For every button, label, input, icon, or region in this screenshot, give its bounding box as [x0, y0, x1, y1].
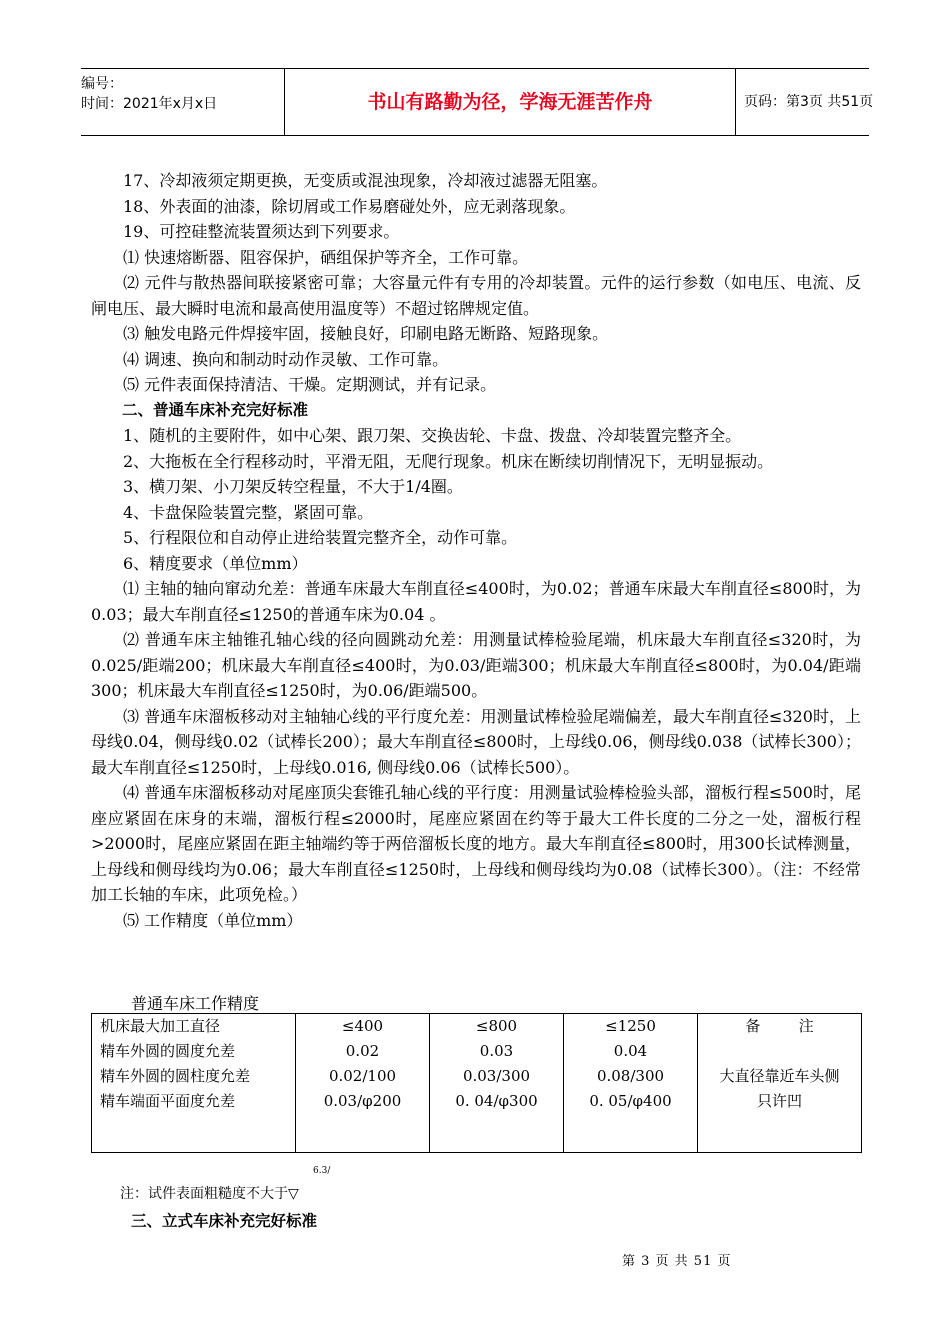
- table-cell-text: 0. 04/φ300: [455, 1092, 538, 1110]
- table-cell-text: 0.08/300: [596, 1067, 665, 1085]
- table-cell-text: 机床最大加工直径: [100, 1017, 221, 1035]
- paragraph: ⑴ 主轴的轴向窜动允差：普通车床最大车削直径≤400时，为0.02；普通车床最大车削直径≤800时，为0.03；最大车削直径≤1250的普通车床为0.04 。: [91, 579, 861, 624]
- table-cell-parameters: [92, 1014, 296, 1153]
- paragraph: ⑸ 元件表面保持清洁、干燥。定期测试，并有记录。: [123, 375, 497, 394]
- table-row: [92, 1014, 862, 1153]
- paragraph: 1、随机的主要附件，如中心架、跟刀架、交换齿轮、卡盘、拨盘、冷却装置完整齐全。: [123, 426, 742, 445]
- table-cell-400: [296, 1014, 430, 1153]
- table-cell-text: 精车端面平面度允差: [100, 1092, 236, 1110]
- precision-table: [91, 1013, 862, 1153]
- table-cell-text: ≤1250: [605, 1017, 656, 1035]
- paragraph: 19、可控硅整流装置须达到下列要求。: [123, 222, 400, 241]
- table-cell-text: ≤400: [341, 1017, 384, 1035]
- table-cell-text: 只许凹: [756, 1092, 802, 1110]
- paragraph: ⑶ 普通车床溜板移动对主轴轴心线的平行度允差：用测量试棒检验尾端偏差，最大车削直径≤320时，上母线0.04，侧母线0.02（试棒长200）；最大车削直径≤800时，上母线0.06，侧母线0.038（试棒长300）；最大车削直径≤1250时，上母线0.016, 侧母线0.06（试棒长500）。: [91, 706, 861, 777]
- header-page-info: 页码：第3页 共51页: [744, 94, 874, 110]
- table-cell-text: [698, 1039, 861, 1064]
- paragraph: 4、卡盘保险装置完整，紧固可靠。: [123, 502, 374, 522]
- paragraph: ⑴ 快速熔断器、阻容保护，硒组保护等齐全，工作可靠。: [123, 247, 529, 267]
- roughness-superscript: 6.3/: [313, 1166, 331, 1176]
- table-cell-text: 0.03/300: [462, 1067, 531, 1085]
- table-note: 注：试件表面粗糙度不大于▽: [120, 1186, 299, 1202]
- paragraph: ⑷ 调速、换向和制动时动作灵敏、工作可靠。: [123, 349, 449, 369]
- page-header: [81, 68, 874, 136]
- header-motto: 书山有路勤为径，学海无涯苦作舟: [284, 69, 736, 135]
- section-heading: 二、普通车床补充完好标准: [122, 400, 309, 419]
- paragraph: 5、行程限位和自动停止进给装置完整齐全，动作可靠。: [123, 528, 518, 547]
- table-cell-text: 精车外圆的圆度允差: [100, 1042, 236, 1060]
- table-cell-text: ≤800: [475, 1017, 518, 1035]
- paragraph: 18、外表面的油漆，除切屑或工作易磨碰处外，应无剥落现象。: [123, 196, 576, 216]
- table-cell-text: 备 注: [745, 1017, 814, 1035]
- document-number-label: 编号：: [81, 76, 123, 92]
- table-cell-800: [430, 1014, 564, 1153]
- paragraph: 2、大拖板在全行程移动时，平滑无阻，无爬行现象。机床在断续切削情况下，无明显振动。: [123, 451, 774, 471]
- paragraph: ⑶ 触发电路元件焊接牢固，接触良好，印刷电路无断路、短路现象。: [123, 324, 609, 343]
- table-cell-text: 0.04: [613, 1042, 648, 1060]
- table-cell-text: 大直径靠近车头侧: [719, 1067, 840, 1085]
- table-cell-text: 0.02: [345, 1042, 380, 1060]
- document-body: [91, 168, 861, 933]
- table-cell-1250: [564, 1014, 698, 1153]
- header-meta: [81, 69, 284, 140]
- paragraph: ⑸ 工作精度（单位mm）: [123, 910, 303, 930]
- table-cell-text: 0. 05/φ400: [589, 1092, 672, 1110]
- document-date-label: 时间：2021年x月x日: [81, 96, 218, 112]
- table-cell-remarks: [698, 1014, 862, 1153]
- page-footer: 第 3 页 共 51 页: [622, 1254, 732, 1269]
- paragraph: ⑵ 元件与散热器间联接紧密可靠；大容量元件有专用的冷却装置。元件的运行参数（如电压、电流、反闸电压、最大瞬时电流和最高使用温度等）不超过铭牌规定值。: [91, 273, 861, 318]
- paragraph: 17、冷却液须定期更换，无变质或混浊现象，冷却液过滤器无阻塞。: [123, 171, 608, 190]
- table-cell-text: 0.03/φ200: [323, 1092, 402, 1110]
- table-caption: 普通车床工作精度: [131, 994, 260, 1013]
- table-cell-text: 0.02/100: [328, 1067, 397, 1085]
- paragraph: ⑵ 普通车床主轴锥孔轴心线的径向圆跳动允差：用测量试棒检验尾端，机床最大车削直径≤320时，为0.025/距端200；机床最大车削直径≤400时，为0.03/距端300；机床最大车削直径≤800时，为0.04/距端300；机床最大车削直径≤1250时，为0.06/距端500。: [91, 630, 861, 700]
- table-cell-text: 0.03: [479, 1042, 514, 1060]
- section-heading: 三、立式车床补充完好标准: [131, 1212, 318, 1230]
- paragraph: 3、横刀架、小刀架反转空程量，不大于1/4圈。: [123, 477, 463, 496]
- paragraph: ⑷ 普通车床溜板移动对尾座顶尖套锥孔轴心线的平行度：用测量试验棒检验头部，溜板行程≤500时，尾座应紧固在床身的末端，溜板行程≤2000时，尾座应紧固在约等于最大工件长度的二分之一处，溜板行程>2000时，尾座应紧固在距主轴端约等于两倍溜板长度的地方。最大车削直径≤800时，用300长试棒测量，上母线和侧母线均为0.06；最大车削直径≤1250时，上母线和侧母线均为0.08（试棒长300）。（注：不经常加工长轴的车床，此项免检。）: [91, 783, 861, 904]
- paragraph: 6、精度要求（单位mm）: [123, 553, 308, 573]
- table-cell-text: 精车外圆的圆柱度允差: [100, 1067, 251, 1085]
